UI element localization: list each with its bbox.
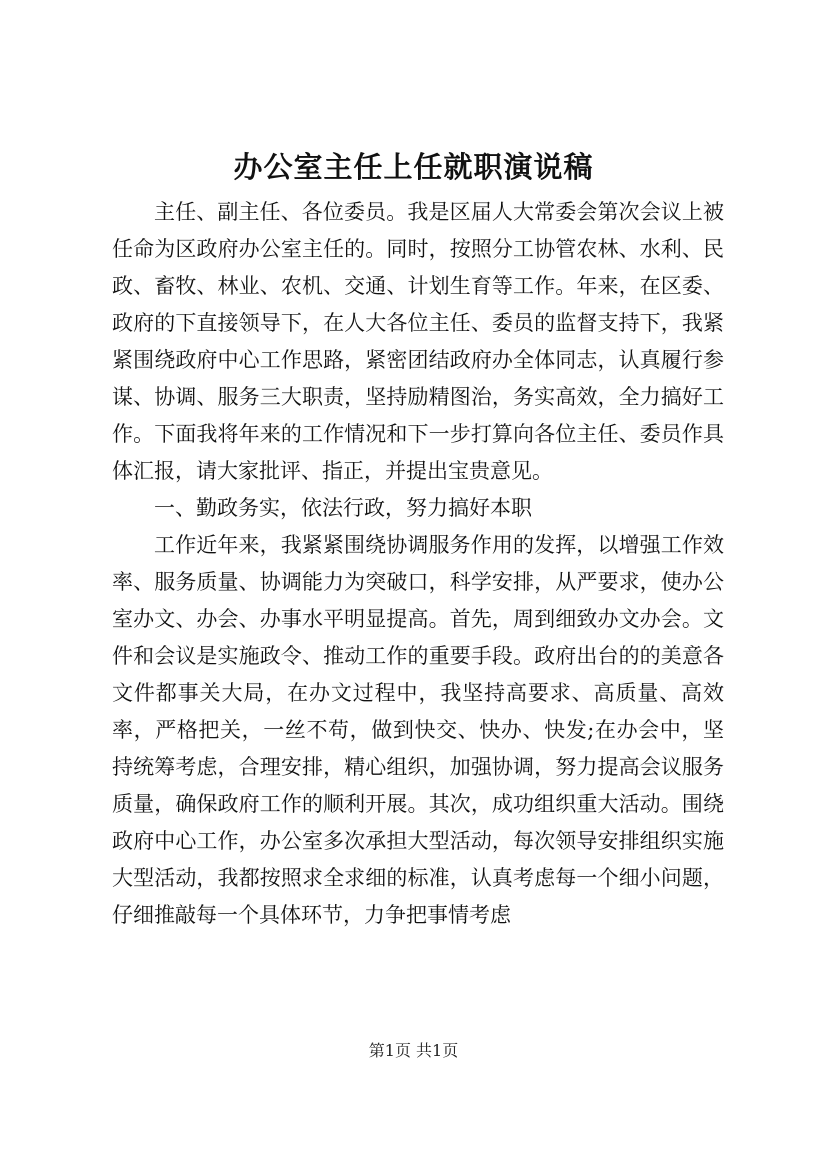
page-footer [0, 1040, 827, 1062]
page-number-label: 第1页 共1页 [368, 1041, 459, 1060]
document-title: 办公室主任上任就职演说稿 [233, 150, 594, 184]
paragraph-intro: 主任、副主任、各位委员。我是区届人大常委会第次会议上被任命为区政府办公室主任的。同时，按照分工协管农林、水利、民政、畜牧、林业、农机、交通、计划生育等工作。年来，在区委、政府的下直接领导下，在人大各位主任、委员的监督支持下，我紧紧围绕政府中心工作思路，紧密团结政府办全体同志，认真履行参谋、协调、服务三大职责，坚持励精图治，务实高效，全力搞好工作。下面我将年来的工作情况和下一步打算向各位主任、委员作具体汇报，请大家批评、指正，并提出宝贵意见。 [112, 200, 724, 483]
document-body [112, 194, 724, 934]
paragraph-work: 工作近年来，我紧紧围绕协调服务作用的发挥，以增强工作效率、服务质量、协调能力为突破口，科学安排，从严要求，使办公室办文、办会、办事水平明显提高。首先，周到细致办文办会。文件和会议是实施政令、推动工作的重要手段。政府出台的的美意各文件都事关大局，在办文过程中，我坚持高要求、高质量、高效率，严格把关，一丝不苟，做到快交、快办、快发;在办会中，坚持统筹考虑，合理安排，精心组织，加强协调，努力提高会议服务质量，确保政府工作的顺利开展。其次，成功组织重大活动。围绕政府中心工作，办公室多次承担大型活动，每次领导安排组织实施大型活动，我都按照求全求细的标准，认真考虑每一个细小问题，仔细推敲每一个具体环节，力争把事情考虑 [112, 533, 724, 927]
section-heading-1: 一、勤政务实，依法行政，努力搞好本职 [154, 496, 532, 520]
